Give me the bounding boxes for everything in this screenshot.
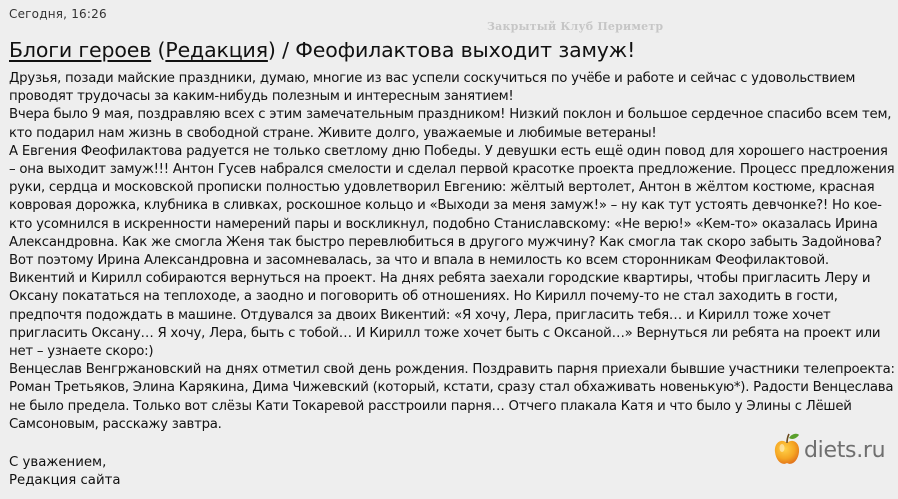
signature-closing: С уважением,: [9, 455, 107, 470]
signature-author: Редакция сайта: [9, 473, 121, 489]
signature-block: [9, 454, 121, 490]
post-headline: Феофилактова выходит замуж!: [295, 38, 636, 62]
editor-link[interactable]: Редакция: [165, 38, 268, 62]
article-paragraph: А Евгения Феофилактова радуется не только светлому дню Победы. У девушки есть ещё один повод для хорошего настроения – она выходит замуж!!! Антон Гусев набрался смелости и сделал первой красотке проекта предложение. Процесс предложения руки, сердца и московской прописки полностью удовлетворил Евгению: жёлтый вертолет, Антон в жёлтом костюме, красная ковровая дорожка, клубника в сливках, роскошное кольцо и «Выходи за меня замуж!» – ну как тут устоять девчонке?! Но кое-кто усомнился в искренности намерений пары и воскликнул, подобно Станиславскому: «Не верю!» «Кем-то» оказалась Ирина Александровна. Как же смогла Женя так быстро перевлюбиться в другого мужчину? Как смогла так скоро забыть Задойнова? Вот поэтому Ирина Александровна и засомневалась, за что и впала в немилость ко всем сторонникам Феофилактовой.: [9, 143, 895, 269]
article-paragraph: Викентий и Кирилл собираются вернуться на проект. На днях ребята заехали городские квартиры, чтобы пригласить Леру и Оксану покататься на теплоходе, а заодно и поговорить об отношениях. Но Кирилл почему-то не стал заходить в гости, предпочтя подождать в машине. Отдувался за двоих Викентий: «Я хочу, Лера, пригласить тебя… и Кирилл тоже хочет пригласить Оксану… Я хочу, Лера, быть с тобой… И Кирилл тоже хочет быть с Оксаной…» Вернуться ли ребята на проект или нет – узнаете скоро:): [9, 271, 881, 360]
watermark-text: Закрытый Клуб Периметр: [487, 20, 664, 33]
blog-heroes-link[interactable]: Блоги героев: [9, 38, 152, 62]
logo-text: diets.ru: [804, 437, 886, 463]
post-timestamp: Сегодня, 16:26: [9, 7, 107, 21]
article-paragraph: Вчера было 9 мая, поздравляю всех с этим замечательным праздником! Низкий поклон и большое сердечное спасибо всем тем, кто подарил нам жизнь в свободной стране. Живите долго, уважаемые и любимые ветераны!: [9, 107, 892, 141]
article-body: [9, 70, 897, 434]
article-paragraph: Венцеслав Венгржановский на днях отметил свой день рождения. Поздравить парня приехали бывшие участники телепроекта: Роман Третьяков, Элина Карякина, Дима Чижевский (который, кстати, сразу стал обхаживать новенькую*). Радости Венцеслава не было предела. Только вот слёзы Кати Токаревой расстроили парня… Отчего плакала Катя и что было у Элины с Лёшей Самсоновым, расскажу завтра.: [9, 362, 895, 432]
site-logo[interactable]: [772, 432, 885, 468]
apple-logo-icon: [772, 432, 802, 468]
title-separator: ) /: [267, 38, 296, 62]
post-title: [9, 38, 889, 62]
title-paren-open: (: [151, 38, 166, 62]
article-paragraph: Друзья, позади майские праздники, думаю, многие из вас успели соскучиться по учёбе и работе и сейчас с удовольствием проводят трудочасы за каким-нибудь полезным и интересным занятием!: [9, 71, 856, 105]
